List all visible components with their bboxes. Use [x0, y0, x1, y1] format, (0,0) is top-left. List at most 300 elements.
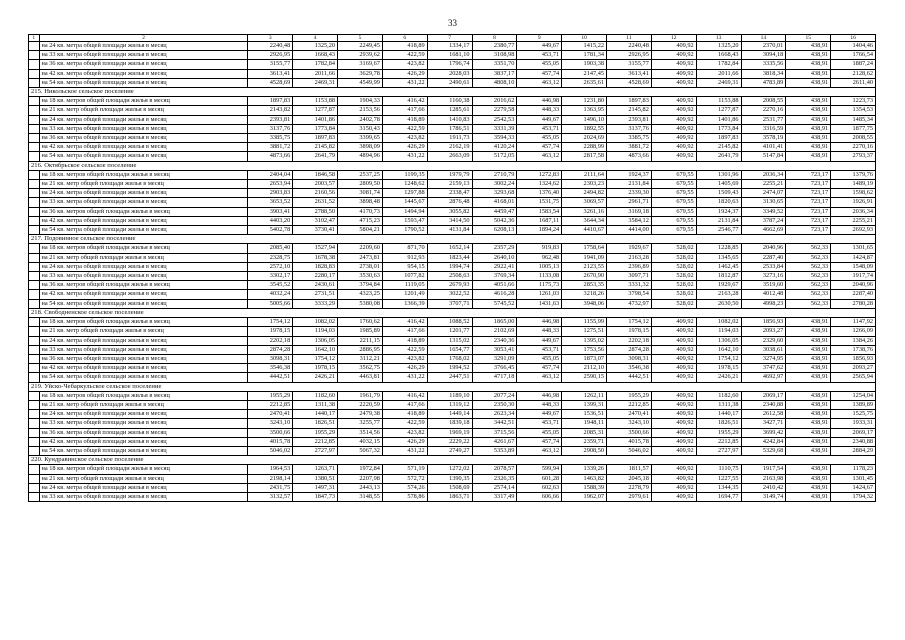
value-cell: 418,89 — [382, 115, 427, 124]
value-cell: 1969,19 — [427, 428, 472, 437]
value-cell: 1856,93 — [831, 354, 876, 363]
value-cell: 416,42 — [382, 391, 427, 400]
value-cell: 5804,21 — [338, 226, 383, 235]
table-row — [29, 124, 876, 133]
settlement-name: Октябрьское сельское поселение — [44, 161, 137, 169]
row-index-cell — [29, 244, 40, 253]
value-cell: 1828,83 — [293, 262, 338, 271]
row-index-cell — [29, 410, 40, 419]
value-cell: 2490,61 — [427, 78, 472, 87]
value-cell: 3137,76 — [607, 124, 652, 133]
value-cell: 4414,00 — [607, 226, 652, 235]
value-cell: 455,05 — [517, 60, 562, 69]
value-cell: 409,92 — [651, 327, 696, 336]
value-cell: 1978,15 — [293, 364, 338, 373]
value-cell: 1431,63 — [517, 299, 562, 308]
value-cell: 2287,40 — [831, 290, 876, 299]
value-cell: 2793,37 — [831, 152, 876, 161]
value-cell: 409,92 — [651, 336, 696, 345]
value-cell: 409,92 — [651, 97, 696, 106]
value-cell: 1941,09 — [562, 253, 607, 262]
row-index-cell — [29, 106, 40, 115]
value-cell: 409,92 — [651, 60, 696, 69]
value-cell: 1248,62 — [382, 180, 427, 189]
table-row — [29, 281, 876, 290]
value-cell: 3766,45 — [472, 364, 517, 373]
value-cell: 1790,52 — [382, 226, 427, 235]
value-cell: 1873,07 — [562, 354, 607, 363]
value-cell: 4528,69 — [607, 78, 652, 87]
value-cell: 4873,66 — [607, 152, 652, 161]
value-cell: 417,66 — [382, 400, 427, 409]
value-cell: 1738,76 — [831, 345, 876, 354]
value-cell: 1753,56 — [562, 345, 607, 354]
value-cell: 679,55 — [651, 198, 696, 207]
value-cell: 426,29 — [382, 437, 427, 446]
value-cell: 599,94 — [517, 465, 562, 474]
row-label: на 42 кв. метра общей площади жилья в месяц — [39, 216, 248, 225]
value-cell: 1424,67 — [831, 483, 876, 492]
row-index-cell — [29, 180, 40, 189]
row-label: на 18 кв. метров общей площади жилья в месяц — [39, 465, 248, 474]
value-cell: 409,92 — [651, 465, 696, 474]
value-cell: 1153,88 — [696, 97, 741, 106]
value-cell: 4998,23 — [741, 299, 786, 308]
value-cell: 1005,13 — [517, 262, 562, 271]
value-cell: 449,67 — [517, 336, 562, 345]
column-number: 13 — [696, 35, 741, 42]
value-cell: 3148,55 — [338, 492, 383, 501]
value-cell: 463,12 — [517, 446, 562, 455]
value-cell: 2240,48 — [248, 42, 293, 51]
value-cell: 1642,10 — [696, 345, 741, 354]
value-cell: 2641,79 — [696, 152, 741, 161]
value-cell: 2198,14 — [248, 474, 293, 483]
row-index-cell — [29, 42, 40, 51]
value-cell: 1754,12 — [248, 318, 293, 327]
row-index-cell — [29, 115, 40, 124]
settlement-number: 218. — [31, 308, 43, 316]
value-cell: 3747,62 — [741, 364, 786, 373]
column-number: 6 — [382, 35, 427, 42]
table-row — [29, 419, 876, 428]
value-cell: 3519,60 — [741, 281, 786, 290]
value-cell: 438,91 — [786, 327, 831, 336]
value-cell: 1449,14 — [427, 410, 472, 419]
value-cell: 2270,16 — [741, 106, 786, 115]
value-cell: 3132,57 — [248, 492, 293, 501]
value-cell: 2876,48 — [427, 198, 472, 207]
table-row — [29, 42, 876, 51]
row-label: на 33 кв. метра общей площади жилья в месяц — [39, 51, 248, 60]
value-cell: 3097,71 — [607, 272, 652, 281]
value-cell: 409,92 — [651, 419, 696, 428]
value-cell: 1972,84 — [338, 465, 383, 474]
value-cell: 2077,24 — [472, 391, 517, 400]
value-cell: 416,42 — [382, 318, 427, 327]
value-cell: 2357,29 — [472, 244, 517, 253]
value-cell: 1227,55 — [696, 474, 741, 483]
value-cell: 2212,85 — [293, 437, 338, 446]
value-cell: 2908,50 — [562, 446, 607, 455]
value-cell: 418,89 — [382, 410, 427, 419]
value-cell: 1319,12 — [427, 400, 472, 409]
value-cell: 1955,29 — [607, 391, 652, 400]
value-cell: 1863,71 — [427, 492, 472, 501]
value-cell: 1961,79 — [338, 391, 383, 400]
table-row — [29, 492, 876, 501]
row-index-cell — [29, 216, 40, 225]
table-row — [29, 216, 876, 225]
table-row — [29, 272, 876, 281]
table-row — [29, 262, 876, 271]
value-cell: 3442,51 — [472, 419, 517, 428]
value-cell: 3022,52 — [427, 290, 472, 299]
value-cell: 438,91 — [786, 419, 831, 428]
value-cell: 4015,78 — [248, 437, 293, 446]
value-cell: 2727,97 — [293, 446, 338, 455]
value-cell: 3613,41 — [248, 69, 293, 78]
value-cell: 5046,02 — [607, 446, 652, 455]
row-label: на 24 кв. метра общей площади жилья в месяц — [39, 336, 248, 345]
value-cell: 453,71 — [517, 419, 562, 428]
value-cell: 1275,51 — [562, 327, 607, 336]
value-cell: 1189,10 — [427, 391, 472, 400]
value-cell: 528,02 — [651, 290, 696, 299]
value-cell: 1306,05 — [696, 336, 741, 345]
value-cell: 1077,82 — [382, 272, 427, 281]
value-cell: 2809,50 — [338, 180, 383, 189]
value-cell: 2011,66 — [293, 69, 338, 78]
value-cell: 3707,71 — [427, 299, 472, 308]
value-cell: 3261,16 — [562, 207, 607, 216]
value-cell: 426,29 — [382, 143, 427, 152]
value-cell: 4692,97 — [741, 373, 786, 382]
value-cell: 1687,11 — [517, 216, 562, 225]
value-cell: 2128,62 — [831, 69, 876, 78]
row-index-cell — [29, 327, 40, 336]
value-cell: 418,89 — [382, 336, 427, 345]
row-index-cell — [29, 69, 40, 78]
value-cell: 3545,52 — [248, 281, 293, 290]
value-cell: 4616,28 — [472, 290, 517, 299]
value-cell: 453,71 — [517, 124, 562, 133]
value-cell: 1781,34 — [562, 51, 607, 60]
value-cell: 446,98 — [517, 97, 562, 106]
value-cell: 1301,45 — [831, 474, 876, 483]
value-cell: 1924,37 — [607, 170, 652, 179]
value-cell: 409,92 — [651, 318, 696, 327]
value-cell: 1119,05 — [382, 281, 427, 290]
value-cell: 3243,10 — [248, 419, 293, 428]
value-cell: 1133,08 — [517, 272, 562, 281]
value-cell: 409,92 — [651, 474, 696, 483]
value-cell: 1399,31 — [562, 400, 607, 409]
value-cell: 2623,34 — [472, 410, 517, 419]
table-row — [29, 152, 876, 161]
column-number: 1 — [29, 35, 40, 42]
value-cell: 1201,77 — [427, 327, 472, 336]
value-cell: 912,93 — [382, 253, 427, 262]
value-cell: 2093,27 — [741, 327, 786, 336]
value-cell: 2028,03 — [427, 69, 472, 78]
value-cell: 1345,65 — [696, 253, 741, 262]
value-cell: 2340,36 — [472, 336, 517, 345]
value-cell: 1263,71 — [293, 465, 338, 474]
value-cell: 409,92 — [651, 69, 696, 78]
row-label: на 24 кв. метра общей площади жилья в месяц — [39, 483, 248, 492]
table-row — [29, 299, 876, 308]
row-label: на 18 кв. метров общей площади жилья в месяц — [39, 170, 248, 179]
value-cell: 409,92 — [651, 124, 696, 133]
value-cell: 1395,02 — [562, 336, 607, 345]
value-cell: 723,17 — [786, 170, 831, 179]
value-cell: 409,92 — [651, 134, 696, 143]
value-cell: 2162,19 — [427, 143, 472, 152]
value-cell: 457,74 — [517, 143, 562, 152]
value-cell: 2884,29 — [831, 446, 876, 455]
value-cell: 2886,95 — [338, 345, 383, 354]
value-cell: 1415,22 — [562, 42, 607, 51]
value-cell: 1978,15 — [248, 327, 293, 336]
value-cell: 2209,60 — [338, 244, 383, 253]
row-label: на 33 кв. метра общей площади жилья в месяц — [39, 124, 248, 133]
value-cell: 1531,75 — [517, 198, 562, 207]
settlement-header-row — [29, 235, 876, 244]
value-cell: 2679,93 — [427, 281, 472, 290]
value-cell: 1315,02 — [427, 336, 472, 345]
value-cell: 1306,05 — [293, 336, 338, 345]
value-cell: 3331,32 — [607, 281, 652, 290]
value-cell: 449,67 — [517, 42, 562, 51]
value-cell: 871,70 — [382, 244, 427, 253]
tariff-table-container — [28, 34, 876, 502]
value-cell: 438,91 — [786, 446, 831, 455]
value-cell: 1985,89 — [338, 327, 383, 336]
value-cell: 1773,84 — [696, 124, 741, 133]
settlement-header — [29, 382, 876, 391]
value-cell: 2631,52 — [293, 198, 338, 207]
value-cell: 409,92 — [651, 106, 696, 115]
value-cell: 3155,77 — [607, 60, 652, 69]
row-index-cell — [29, 428, 40, 437]
value-cell: 455,05 — [517, 354, 562, 363]
row-index-cell — [29, 483, 40, 492]
row-index-cell — [29, 78, 40, 87]
value-cell: 2036,34 — [831, 207, 876, 216]
value-cell: 455,05 — [517, 134, 562, 143]
value-cell: 1110,75 — [696, 465, 741, 474]
value-cell: 453,71 — [517, 51, 562, 60]
value-cell: 3094,18 — [741, 51, 786, 60]
value-cell: 2738,01 — [338, 262, 383, 271]
value-cell: 2469,31 — [293, 78, 338, 87]
row-label: на 21 кв. метр общей площади жилья в месяц — [39, 474, 248, 483]
row-label: на 54 кв. метра общей площади жилья в месяц — [39, 78, 248, 87]
value-cell: 578,86 — [382, 492, 427, 501]
value-cell: 1678,38 — [293, 253, 338, 262]
value-cell: 2508,63 — [427, 272, 472, 281]
value-cell: 3948,06 — [562, 299, 607, 308]
value-cell: 463,12 — [517, 78, 562, 87]
value-cell: 3317,49 — [472, 492, 517, 501]
value-cell: 1424,87 — [831, 253, 876, 262]
value-cell: 1593,47 — [382, 216, 427, 225]
value-cell: 1301,96 — [696, 170, 741, 179]
value-cell: 3427,71 — [741, 419, 786, 428]
column-number: 9 — [517, 35, 562, 42]
value-cell: 2123,55 — [562, 262, 607, 271]
value-cell: 1894,24 — [517, 226, 562, 235]
value-cell: 2396,89 — [607, 262, 652, 271]
value-cell: 1588,39 — [562, 483, 607, 492]
value-cell: 4051,66 — [472, 281, 517, 290]
value-cell: 1847,73 — [293, 492, 338, 501]
value-cell: 3273,16 — [741, 272, 786, 281]
value-cell: 1548,09 — [831, 262, 876, 271]
value-cell: 2085,40 — [248, 244, 293, 253]
value-cell: 2040,96 — [741, 244, 786, 253]
value-cell: 426,29 — [382, 69, 427, 78]
value-cell: 679,55 — [651, 170, 696, 179]
value-cell: 3169,18 — [607, 207, 652, 216]
value-cell: 431,22 — [382, 78, 427, 87]
table-row — [29, 106, 876, 115]
value-cell: 2402,78 — [338, 115, 383, 124]
value-cell: 5042,36 — [472, 216, 517, 225]
value-cell: 1285,61 — [427, 106, 472, 115]
value-cell: 449,67 — [517, 410, 562, 419]
table-row — [29, 336, 876, 345]
value-cell: 1826,51 — [293, 419, 338, 428]
row-label: на 42 кв. метра общей площади жилья в месяц — [39, 290, 248, 299]
row-label: на 33 кв. метра общей площади жилья в месяц — [39, 345, 248, 354]
value-cell: 723,17 — [786, 226, 831, 235]
value-cell: 4120,24 — [472, 143, 517, 152]
value-cell: 2078,57 — [472, 465, 517, 474]
value-cell: 2565,94 — [831, 373, 876, 382]
value-cell: 3069,57 — [562, 198, 607, 207]
value-cell: 2143,82 — [248, 106, 293, 115]
value-cell: 3613,41 — [607, 69, 652, 78]
value-cell: 2612,58 — [741, 410, 786, 419]
row-index-cell — [29, 189, 40, 198]
value-cell: 3903,41 — [248, 207, 293, 216]
column-number: 10 — [562, 35, 607, 42]
value-cell: 2147,45 — [562, 69, 607, 78]
value-cell: 562,33 — [786, 253, 831, 262]
value-cell: 4032,15 — [338, 437, 383, 446]
row-index-cell — [29, 281, 40, 290]
table-row — [29, 391, 876, 400]
value-cell: 2160,56 — [293, 189, 338, 198]
value-cell: 1497,31 — [293, 483, 338, 492]
value-cell: 4032,24 — [248, 290, 293, 299]
value-cell: 3038,61 — [741, 345, 786, 354]
value-cell: 2611,40 — [831, 78, 876, 87]
value-cell: 2163,98 — [741, 474, 786, 483]
table-row — [29, 318, 876, 327]
value-cell: 422,59 — [382, 51, 427, 60]
row-label: на 54 кв. метра общей площади жилья в месяц — [39, 299, 248, 308]
value-cell: 438,91 — [786, 106, 831, 115]
value-cell: 1325,20 — [293, 42, 338, 51]
value-cell: 2153,56 — [338, 106, 383, 115]
value-cell: 1082,02 — [293, 318, 338, 327]
value-cell: 3169,67 — [338, 60, 383, 69]
value-cell: 2731,51 — [293, 290, 338, 299]
table-row — [29, 400, 876, 409]
value-cell: 4662,69 — [741, 226, 786, 235]
value-cell: 2011,66 — [696, 69, 741, 78]
value-cell: 3102,47 — [293, 216, 338, 225]
value-cell: 2008,55 — [831, 134, 876, 143]
value-cell: 431,22 — [382, 373, 427, 382]
value-cell: 431,22 — [382, 446, 427, 455]
value-cell: 2393,81 — [607, 115, 652, 124]
row-label: на 36 кв. метра общей площади жилья в месяц — [39, 134, 248, 143]
row-index-cell — [29, 437, 40, 446]
value-cell: 1194,03 — [696, 327, 741, 336]
row-index-cell — [29, 391, 40, 400]
value-cell: 2131,84 — [607, 180, 652, 189]
value-cell: 2572,10 — [248, 262, 293, 271]
row-index-cell — [29, 474, 40, 483]
row-label: на 33 кв. метра общей площади жилья в месяц — [39, 419, 248, 428]
row-index-cell — [29, 336, 40, 345]
value-cell: 2303,23 — [562, 180, 607, 189]
table-row — [29, 364, 876, 373]
value-cell: 1668,43 — [293, 51, 338, 60]
value-cell: 1897,83 — [293, 134, 338, 143]
value-cell: 448,33 — [517, 327, 562, 336]
value-cell: 3385,75 — [607, 134, 652, 143]
settlement-header-row — [29, 88, 876, 97]
value-cell: 1681,10 — [427, 51, 472, 60]
value-cell: 1384,26 — [831, 336, 876, 345]
value-cell: 2249,45 — [338, 42, 383, 51]
table-row — [29, 207, 876, 216]
value-cell: 2359,71 — [562, 437, 607, 446]
value-cell: 1445,67 — [382, 198, 427, 207]
settlement-name: Уйско-Чебаркульское сельское поселение — [44, 382, 162, 390]
value-cell: 3316,59 — [741, 124, 786, 133]
value-cell: 1277,87 — [293, 106, 338, 115]
row-label: на 21 кв. метр общей площади жилья в месяц — [39, 253, 248, 262]
value-cell: 2431,75 — [248, 483, 293, 492]
value-cell: 438,91 — [786, 345, 831, 354]
value-cell: 1794,32 — [831, 492, 876, 501]
value-cell: 3150,43 — [338, 124, 383, 133]
value-cell: 438,91 — [786, 78, 831, 87]
value-cell: 1485,34 — [831, 115, 876, 124]
value-cell: 528,02 — [651, 272, 696, 281]
value-cell: 1978,15 — [607, 327, 652, 336]
value-cell: 3274,95 — [741, 354, 786, 363]
value-cell: 1201,49 — [382, 290, 427, 299]
value-cell: 3546,38 — [607, 364, 652, 373]
table-row — [29, 78, 876, 87]
table-row — [29, 170, 876, 179]
row-label: на 18 кв. метров общей площади жилья в месяц — [39, 97, 248, 106]
value-cell: 1405,69 — [696, 180, 741, 189]
table-row — [29, 115, 876, 124]
value-cell: 3798,54 — [607, 290, 652, 299]
value-cell: 3081,74 — [338, 189, 383, 198]
value-cell: 1796,74 — [427, 60, 472, 69]
value-cell: 2443,13 — [338, 483, 383, 492]
value-cell: 409,92 — [651, 373, 696, 382]
